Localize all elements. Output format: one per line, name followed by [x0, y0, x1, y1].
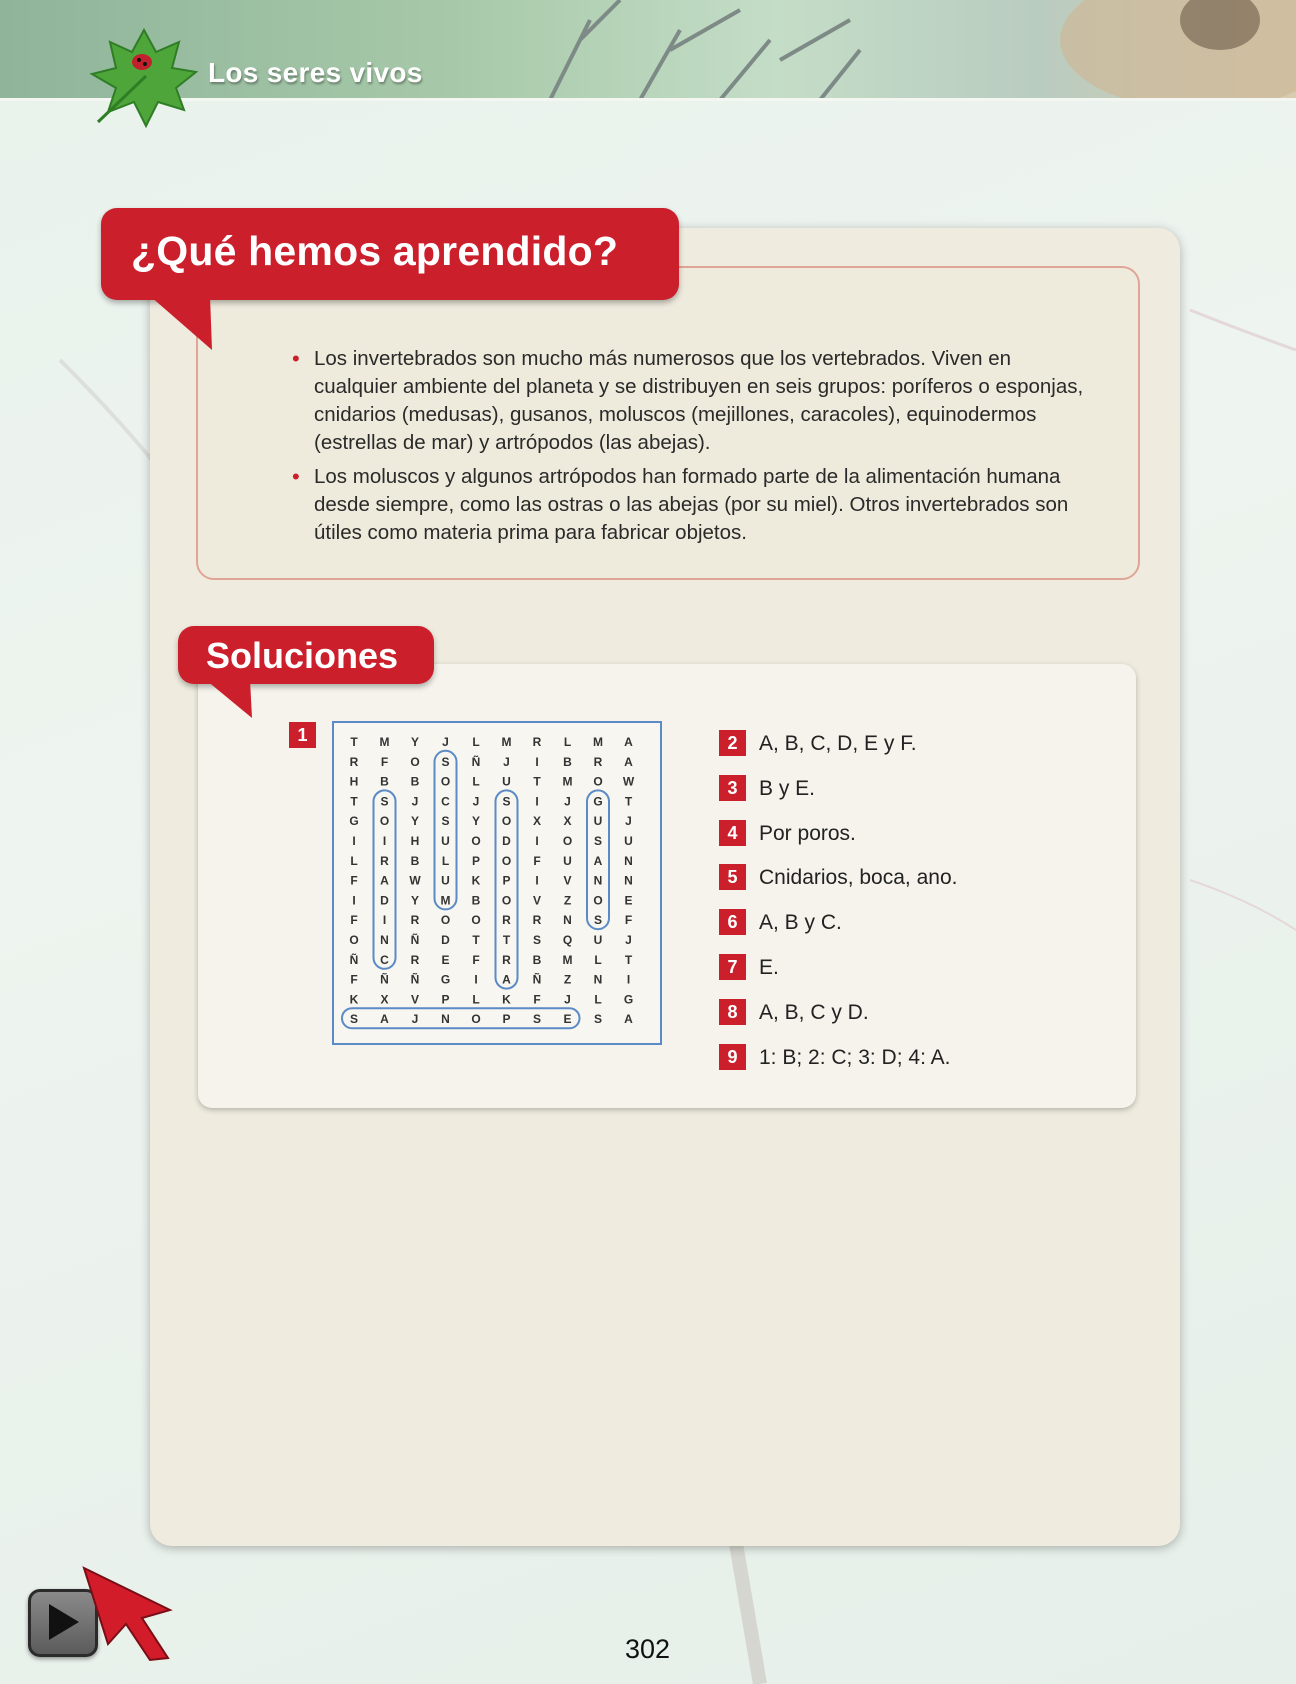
wordsearch-letter: A — [593, 853, 603, 868]
answer-text: 1: B; 2: C; 3: D; 4: A. — [759, 1046, 951, 1069]
wordsearch-letter: R — [593, 754, 603, 769]
wordsearch-letter: N — [624, 853, 633, 868]
wordsearch-letter: C — [441, 794, 450, 809]
wordsearch-letter: X — [563, 814, 572, 829]
wordsearch-letter: Ñ — [471, 754, 481, 769]
summary-heading-bubble — [101, 208, 679, 300]
wordsearch-letter: B — [410, 774, 420, 789]
wordsearch-letter: O — [593, 774, 603, 789]
wordsearch-letter: I — [352, 893, 356, 908]
wordsearch-letter: B — [380, 774, 389, 789]
wordsearch-letter: O — [471, 1012, 481, 1027]
wordsearch-letter: H — [349, 774, 359, 789]
wordsearch-letter: O — [471, 913, 481, 928]
wordsearch-letter: K — [502, 992, 511, 1007]
wordsearch-letter: K — [349, 992, 359, 1007]
wordsearch-letter: U — [441, 873, 450, 888]
wordsearch-letter: I — [535, 873, 539, 888]
wordsearch-letter: Z — [563, 893, 572, 908]
wordsearch-letter: N — [380, 933, 389, 947]
wordsearch-letter: Z — [563, 972, 572, 987]
wordsearch-letter: O — [501, 814, 512, 829]
wordsearch-letter: L — [441, 853, 450, 868]
wordsearch-letter: T — [533, 774, 541, 789]
wordsearch-letter: I — [382, 913, 387, 928]
wordsearch-letter: I — [535, 794, 539, 809]
wordsearch-letter: T — [502, 933, 511, 947]
wordsearch-letter: F — [380, 754, 389, 769]
wordsearch-letter: H — [410, 834, 420, 848]
wordsearch-letter: S — [593, 834, 603, 848]
answer-number: 8 — [719, 999, 746, 1025]
wordsearch-letter: I — [626, 972, 631, 987]
wordsearch-letter: F — [533, 992, 541, 1007]
wordsearch-letter: J — [472, 794, 480, 809]
wordsearch-letter: V — [410, 992, 420, 1007]
wordsearch-letter: A — [380, 873, 389, 888]
wordsearch-letter: J — [411, 1012, 419, 1027]
wordsearch-letter: O — [501, 893, 512, 908]
wordsearch-letter: N — [624, 873, 633, 888]
wordsearch-letter: O — [379, 814, 390, 829]
wordsearch-letter: U — [563, 853, 572, 868]
wordsearch-letter: P — [502, 1012, 511, 1027]
wordsearch-grid — [332, 721, 662, 1045]
wordsearch-letter: G — [349, 814, 359, 829]
wordsearch-letter: L — [472, 735, 480, 749]
wordsearch-letter: J — [442, 735, 449, 749]
wordsearch-letter: F — [533, 853, 541, 868]
answer-text: A, B, C y D. — [759, 1001, 869, 1024]
wordsearch-letter: M — [593, 735, 603, 749]
answer-text: E. — [759, 956, 779, 979]
wordsearch-letter: O — [501, 853, 512, 868]
wordsearch-letter: I — [352, 834, 356, 848]
wordsearch-letter: U — [624, 834, 633, 848]
wordsearch-letter: U — [593, 814, 603, 829]
wordsearch-letter: O — [440, 913, 451, 928]
wordsearch-letter: T — [350, 735, 358, 749]
wordsearch-letter: G — [440, 972, 451, 987]
wordsearch-letter: N — [441, 1012, 450, 1027]
answer-number: 9 — [719, 1044, 746, 1070]
wordsearch-letter: B — [563, 754, 572, 769]
wordsearch-letter: O — [471, 834, 481, 848]
wordsearch-letter: V — [532, 893, 542, 908]
wordsearch-letter: T — [472, 933, 480, 947]
wordsearch-letter: R — [349, 754, 359, 769]
wordsearch-letter: O — [440, 774, 451, 789]
answer-number: 7 — [719, 954, 746, 980]
wordsearch-letter: B — [471, 893, 481, 908]
solutions-heading: Soluciones — [206, 635, 399, 676]
wordsearch-letter: S — [349, 1012, 359, 1027]
answer-text: Cnidarios, boca, ano. — [759, 866, 958, 889]
wordsearch-letter: Y — [471, 814, 481, 829]
wordsearch-letter: X — [532, 814, 542, 829]
wordsearch-letter: J — [625, 814, 632, 829]
wordsearch-letter: I — [535, 754, 539, 769]
wordsearch-letter: F — [350, 913, 358, 928]
wordsearch-letter: X — [380, 992, 389, 1007]
summary-bullet: • Los moluscos y algunos artrópodos han formado parte de la alimentación humana desde siempre, como las ostras o las abejas (por su miel). Otros invertebrados son útiles como materia prima para fabricar objetos. — [290, 463, 1090, 547]
wordsearch-letter: A — [624, 754, 633, 769]
header-twigs — [520, 0, 1000, 100]
wordsearch-letter: R — [532, 735, 542, 749]
wordsearch-letter: R — [410, 913, 420, 928]
wordsearch-letter: F — [350, 972, 358, 987]
answer-text: A, B y C. — [759, 911, 842, 934]
wordsearch-letter: A — [624, 735, 633, 749]
wordsearch-letter: E — [563, 1012, 572, 1027]
wordsearch-letter: O — [593, 893, 603, 908]
wordsearch-letter: S — [380, 794, 389, 809]
wordsearch-letter: L — [472, 774, 480, 789]
wordsearch-letter: G — [623, 992, 634, 1007]
solutions-heading-bubble — [178, 626, 434, 684]
wordsearch-letter: Y — [410, 735, 420, 749]
page-number: 302 — [625, 1634, 671, 1664]
wordsearch-letter: C — [380, 952, 389, 967]
wordsearch-letter: J — [564, 992, 571, 1007]
wordsearch-letter: E — [441, 952, 450, 967]
wordsearch-letter: S — [593, 913, 603, 928]
answer-number: 4 — [719, 820, 746, 846]
wordsearch-letter: R — [410, 952, 420, 967]
wordsearch-letter: K — [471, 873, 481, 888]
section-title: Los seres vivos — [208, 57, 423, 88]
wordsearch-letter: F — [624, 913, 633, 928]
wordsearch-letter: S — [532, 933, 542, 947]
wordsearch-letter: U — [502, 774, 511, 789]
wordsearch-letter: I — [382, 834, 387, 848]
wordsearch-letter: T — [624, 952, 633, 967]
wordsearch-letter: I — [474, 972, 478, 987]
wordsearch-letter: R — [502, 913, 511, 928]
wordsearch-letter: J — [564, 794, 571, 809]
wordsearch-letter: M — [562, 952, 573, 967]
wordsearch-letter: F — [350, 873, 358, 888]
summary-list — [290, 345, 1090, 553]
answer-number: 2 — [719, 730, 746, 756]
wordsearch-letter: S — [441, 754, 450, 769]
wordsearch-letter: V — [563, 873, 572, 888]
wordsearch-letter: O — [410, 754, 420, 769]
wordsearch-letter: Ñ — [410, 933, 420, 947]
wordsearch-letter: P — [441, 992, 450, 1007]
wordsearch-letter: N — [563, 913, 572, 928]
summary-heading: ¿Qué hemos aprendido? — [131, 228, 619, 274]
wordsearch-letter: E — [624, 893, 633, 908]
wordsearch-letter: M — [501, 735, 512, 749]
wordsearch-letter: B — [410, 853, 420, 868]
wordsearch-letter: O — [562, 834, 573, 848]
wordsearch-letter: Ñ — [410, 972, 420, 987]
summary-bullet: • Los invertebrados son mucho más numerosos que los vertebrados. Viven en cualquier ambiente del planeta y se distribuyen en seis grupos: poríferos o esponjas, cnidarios (medusas), gusanos, moluscos (mejillones, caracoles), equinodermos (estrellas de mar) y artrópodos (las abejas). — [290, 345, 1090, 457]
header-leaf-decoration — [1000, 0, 1296, 100]
wordsearch-letter: A — [502, 972, 511, 987]
wordsearch-letters — [334, 723, 660, 1043]
wordsearch-letter: R — [380, 853, 389, 868]
answer-text: B y E. — [759, 777, 816, 800]
wordsearch-letter: M — [562, 774, 573, 789]
bubble-tail — [206, 680, 256, 720]
wordsearch-letter: N — [593, 972, 603, 987]
wordsearch-letter: I — [535, 834, 539, 848]
wordsearch-highlight — [342, 1008, 580, 1028]
wordsearch-letter: P — [471, 853, 481, 868]
answer-text: A, B, C, D, E y F. — [759, 732, 917, 755]
wordsearch-letter: L — [563, 735, 572, 749]
wordsearch-letter: M — [379, 735, 390, 749]
wordsearch-letter: Ñ — [380, 972, 389, 987]
wordsearch-letter: D — [380, 893, 389, 908]
wordsearch-letter: F — [472, 952, 480, 967]
wordsearch-letter: S — [532, 1012, 542, 1027]
wordsearch-letter: G — [593, 794, 603, 809]
wordsearch-letter: Ñ — [349, 952, 359, 967]
wordsearch-letter: J — [411, 794, 419, 809]
wordsearch-letter: D — [502, 834, 511, 848]
wordsearch-letter: S — [441, 814, 450, 829]
red-arrow-logo-icon — [82, 1566, 178, 1662]
wordsearch-letter: Y — [410, 893, 420, 908]
answer-text: Por poros. — [759, 822, 856, 845]
wordsearch-letter: J — [503, 754, 510, 769]
wordsearch-letter: U — [593, 933, 603, 947]
wordsearch-letter: Ñ — [532, 972, 542, 987]
wordsearch-letter: A — [380, 1012, 389, 1027]
wordsearch-letter: D — [441, 933, 450, 947]
answer-number: 6 — [719, 909, 746, 935]
wordsearch-letter: L — [594, 952, 602, 967]
wordsearch-letter: L — [350, 853, 358, 868]
wordsearch-letter: L — [594, 992, 602, 1007]
wordsearch-letter: N — [593, 873, 603, 888]
wordsearch-letter: T — [350, 794, 358, 809]
wordsearch-letter: R — [502, 952, 511, 967]
answer-number: 3 — [719, 775, 746, 801]
wordsearch-letter: A — [624, 1012, 633, 1027]
wordsearch-letter: Y — [410, 814, 420, 829]
answer-number: 5 — [719, 864, 746, 890]
leaf-ladybug-icon — [84, 22, 204, 130]
wordsearch-letter: B — [532, 952, 542, 967]
wordsearch-letter: L — [472, 992, 480, 1007]
bubble-tail — [150, 296, 220, 352]
wordsearch-letter: W — [409, 873, 421, 888]
wordsearch-letter: T — [624, 794, 633, 809]
wordsearch-letter: O — [349, 933, 359, 947]
play-icon — [43, 1602, 83, 1642]
wordsearch-letter: M — [440, 893, 451, 908]
wordsearch-letter: S — [502, 794, 511, 809]
wordsearch-letter: R — [532, 913, 542, 928]
wordsearch-letter: Q — [562, 933, 573, 947]
wordsearch-letter: P — [502, 873, 511, 888]
wordsearch-letter: S — [593, 1012, 603, 1027]
wordsearch-letter: W — [622, 774, 635, 789]
wordsearch-letter: J — [625, 933, 632, 947]
wordsearch-letter: U — [441, 834, 450, 848]
exercise-number: 1 — [289, 722, 316, 748]
